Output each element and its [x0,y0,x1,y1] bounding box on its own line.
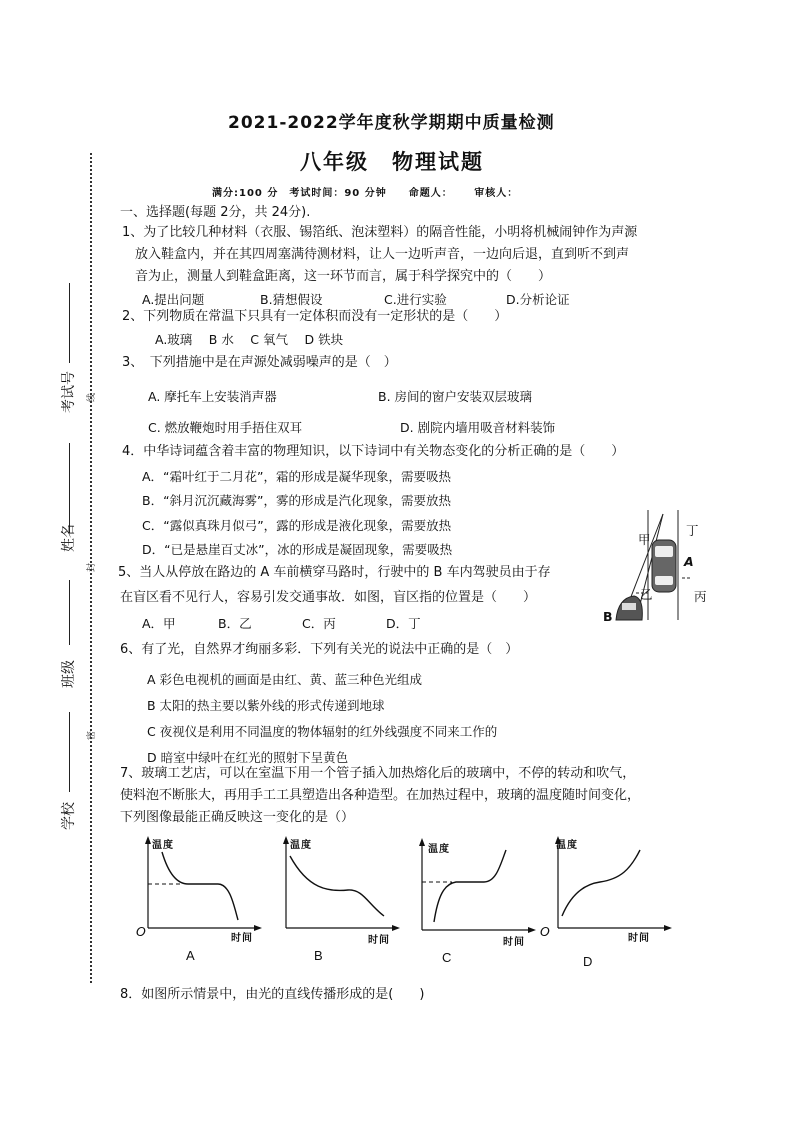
q7-line3: 下列图像最能正确反映这一变化的是（） [120,810,355,825]
graph-b-caption: B [314,948,323,963]
fig-label-car-a: A [684,554,694,569]
q7-line2: 使料泡不断胀大，再用手工工具塑造出各种造型。在加热过程中，玻璃的温度随时间变化， [120,788,641,803]
q4-line1: 4．中华诗词蕴含着丰富的物理知识，以下诗词中有关物态变化的分析正确的是（ ） [122,444,625,459]
exam-subtitle: 八年级 物理试题 [300,150,484,174]
q5-option-b: B．乙 [218,616,252,631]
fig-label-jia: 甲 [638,532,651,547]
graph-c-caption: C [442,950,452,965]
dense-mark: 密 [87,730,97,740]
fig-label-car-b: B [603,609,613,624]
car-a-icon [652,540,676,592]
q3-option-c: C. 燃放鞭炮时用手捂住双耳 [148,420,303,435]
class-underline [69,580,70,645]
q6-option-b: B 太阳的热主要以紫外线的形式传递到地球 [147,698,385,713]
seal-mark: 封 [87,562,97,572]
section-heading: 一、选择题(每题 2分，共 24分). [120,205,311,220]
name-label: 姓名 [61,524,77,552]
exam-no-underline [69,283,70,363]
q1-option-d: D.分析论证 [506,292,570,307]
exam-meta: 满分:100 分 考试时间：90 分钟 命题人： 审核人： [212,188,519,199]
q3-line1: 3、 下列措施中是在声源处减弱噪声的是（ ） [122,355,397,370]
fig-label-ding: 丁 [686,523,699,538]
q6-option-d: D 暗室中绿叶在红光的照射下呈黄色 [147,750,349,765]
q5-line1: 5、当人从停放在路边的 A 车前横穿马路时，行驶中的 B 车内驾驶员由于存 [118,565,551,580]
graph-a-origin: O [136,924,146,939]
graph-a-ylabel: 温度 [152,840,174,851]
graph-d-ylabel: 温度 [556,840,578,851]
exam-no-label: 考试号 [61,371,77,413]
q4-option-c: C．“露似真珠月似弓”，露的形成是液化现象，需要放热 [142,518,452,533]
q4-option-a: A．“霜叶红于二月花”，霜的形成是凝华现象，需要吸热 [142,469,452,484]
q6-option-c: C 夜视仪是利用不同温度的物体辐射的红外线强度不同来工作的 [147,724,498,739]
q2-options: A.玻璃 B 水 C 氧气 D 铁块 [155,332,344,347]
q3-option-b: B. 房间的窗户安装双层玻璃 [378,389,533,404]
graph-d-xlabel: 时间 [628,933,650,944]
graph-c [404,836,549,946]
car-b-icon [616,596,642,620]
q1-option-b: B.猜想假设 [260,292,323,307]
fig-label-bing: 丙 [694,589,707,604]
q1-option-c: C.进行实验 [384,292,447,307]
class-label: 班级 [61,660,77,688]
q4-option-d: D．“已是悬崖百丈冰”，冰的形成是凝固现象，需要吸热 [142,542,453,557]
fig-label-yi: 乙 [640,587,653,602]
graph-a-caption: A [186,948,195,963]
q1-option-a: A.提出问题 [142,292,205,307]
exam-title: 2021-2022学年度秋学期期中质量检测 [228,113,555,133]
q2-line1: 2、下列物质在常温下只具有一定体积而没有一定形状的是（ ） [122,309,508,324]
q1-line1: 1、为了比较几种材料（衣服、锡箔纸、泡沫塑料）的隔音性能，小明将机械闹钟作为声源 [122,225,638,240]
graph-c-xlabel: 时间 [503,937,525,948]
graph-d-origin: O [540,924,550,939]
q5-line2: 在盲区看不见行人，容易引发交通事故．如图，盲区指的位置是（ ） [120,590,537,605]
graph-a-xlabel: 时间 [231,933,253,944]
name-underline [69,443,70,533]
q1-line3: 音为止，测量人到鞋盒距离，这一环节而言，属于科学探究中的（ ） [135,269,552,284]
q8-line1: 8．如图所示情景中，由光的直线传播形成的是( ) [120,987,425,1002]
school-underline [69,712,70,792]
q3-option-d: D. 剧院内墙用吸音材料装饰 [400,420,556,435]
graph-c-ylabel: 温度 [428,844,450,855]
school-label: 学校 [61,802,77,830]
q5-option-a: A．甲 [142,616,176,631]
graph-d-caption: D [583,954,593,969]
line-mark: 线 [87,392,97,402]
q6-option-a: A 彩色电视机的画面是由红、黄、蓝三种色光组成 [147,672,423,687]
graph-b-xlabel: 时间 [368,935,390,946]
q7-line1: 7、玻璃工艺店，可以在室温下用一个管子插入加热熔化后的玻璃中，不停的转动和吹气， [120,766,636,781]
q4-option-b: B．“斜月沉沉藏海雾”，雾的形成是汽化现象，需要放热 [142,493,452,508]
q3-option-a: A. 摩托车上安装消声器 [148,389,277,404]
q6-line1: 6、有了光，自然界才绚丽多彩．下列有关光的说法中正确的是（ ） [120,642,519,657]
q1-line2: 放入鞋盒内，并在其四周塞满待测材料，让人一边听声音，一边向后退，直到听不到声 [135,247,630,262]
q5-option-d: D．丁 [386,616,421,631]
graph-b-ylabel: 温度 [290,840,312,851]
q5-option-c: C．丙 [302,616,336,631]
